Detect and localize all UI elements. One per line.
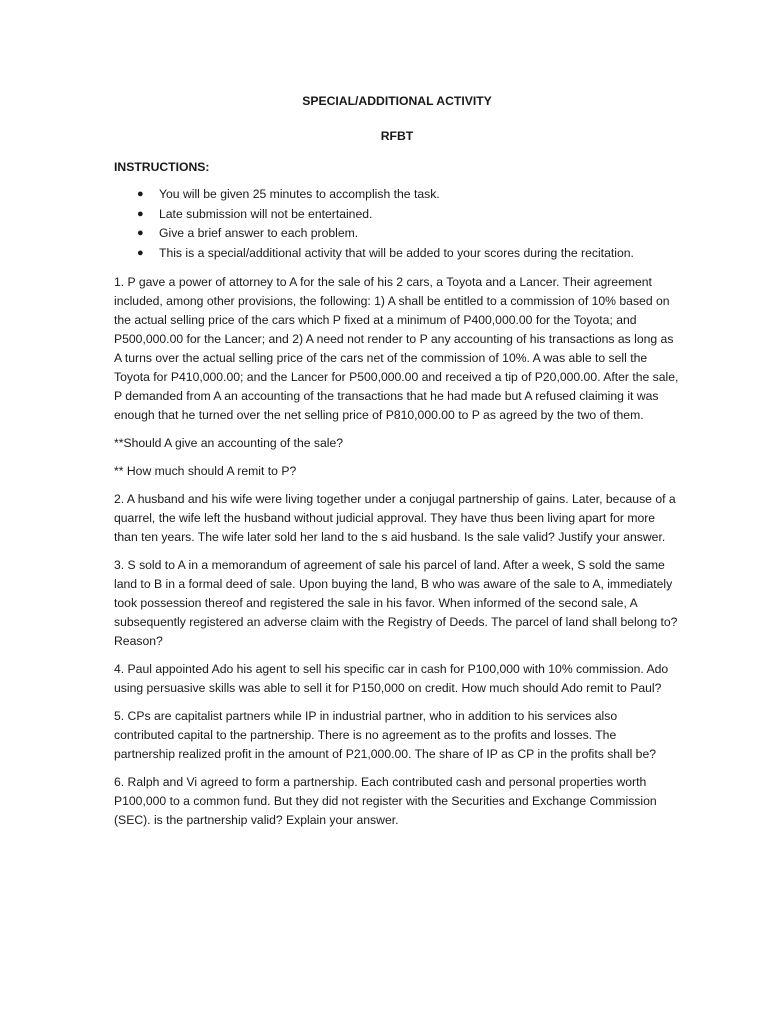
instruction-item: ● This is a special/additional activity that will be added to your scores during the recitation. bbox=[114, 244, 680, 264]
bullet-icon: ● bbox=[137, 246, 144, 259]
problem-3: 3. S sold to A in a memorandum of agreement of sale his parcel of land. After a week, S sold the same land to B in a formal deed of sale. Upon buying the land, B who was aware of the sale to A, immediately took possession thereof and registered the sale in his favor. When informed of the second sale, A subsequently registered an adverse claim with the Registry of Deeds. The parcel of land shall belong to? Reason? bbox=[114, 558, 678, 648]
bullet-icon: ● bbox=[137, 188, 144, 200]
problem-1-question-a: **Should A give an accounting of the sale? bbox=[114, 436, 344, 450]
instructions-heading: INSTRUCTIONS: bbox=[114, 160, 210, 174]
problem-6: 6. Ralph and Vi agreed to form a partnership. Each contributed cash and personal properties worth P100,000 to a common fund. But they did not register with the Securities and Exchange Commission (SEC). is the partnership valid? Explain your answer. bbox=[114, 775, 657, 827]
problem-1-question-b: ** How much should A remit to P? bbox=[114, 464, 297, 478]
problem-5: 5. CPs are capitalist partners while IP in industrial partner, who in addition to his services also contributed capital to the partnership. There is no agreement as to the profits and losses. The partnership realized profit in the amount of P21,000.00. The share of IP as CP in the profits shall be? bbox=[114, 709, 656, 761]
document-subtitle: RFBT bbox=[380, 129, 414, 143]
document-title: SPECIAL/ADDITIONAL ACTIVITY bbox=[302, 94, 492, 108]
document-page bbox=[114, 92, 680, 839]
bullet-icon: ● bbox=[137, 207, 144, 220]
instruction-item: ● Late submission will not be entertained. bbox=[114, 205, 680, 225]
instruction-item: ● Give a brief answer to each problem. bbox=[114, 224, 680, 244]
bullet-icon: ● bbox=[137, 227, 144, 239]
problem-1: 1. P gave a power of attorney to A for the sale of his 2 cars, a Toyota and a Lancer. Their agreement included, among other provisions, the following: 1) A shall be entitled to a commission of 10% based on the actual selling price of the cars which P fixed at a minimum of P400,000.00 for the Toyota; and P500,000.00 for the Lancer; and 2) A need not render to P any accounting of his transactions as long as A turns over the actual selling price of the cars net of the commission of 10%. A was able to sell the Toyota for P410,000.00; and the Lancer for P500,000.00 and received a tip of P20,000.00. After the sale, P demanded from A an accounting of the transactions that he had made but A refused claiming it was enough that he turned over the net selling price of P810,000.00 to P as agreed by the two of them. bbox=[114, 275, 679, 422]
problem-4: 4. Paul appointed Ado his agent to sell his specific car in cash for P100,000 with 10% commission. Ado using persuasive skills was able to sell it for P150,000 on credit. How much should Ado remit to Paul? bbox=[114, 662, 669, 695]
instruction-item: ● You will be given 25 minutes to accomplish the task. bbox=[114, 185, 680, 205]
problem-2: 2. A husband and his wife were living together under a conjugal partnership of gains. Later, because of a quarrel, the wife left the husband without judicial approval. They have thus been living apart for more than ten years. The wife later sold her land to the s aid husband. Is the sale valid? Justify your answer. bbox=[114, 492, 676, 544]
instructions-list bbox=[114, 185, 680, 263]
